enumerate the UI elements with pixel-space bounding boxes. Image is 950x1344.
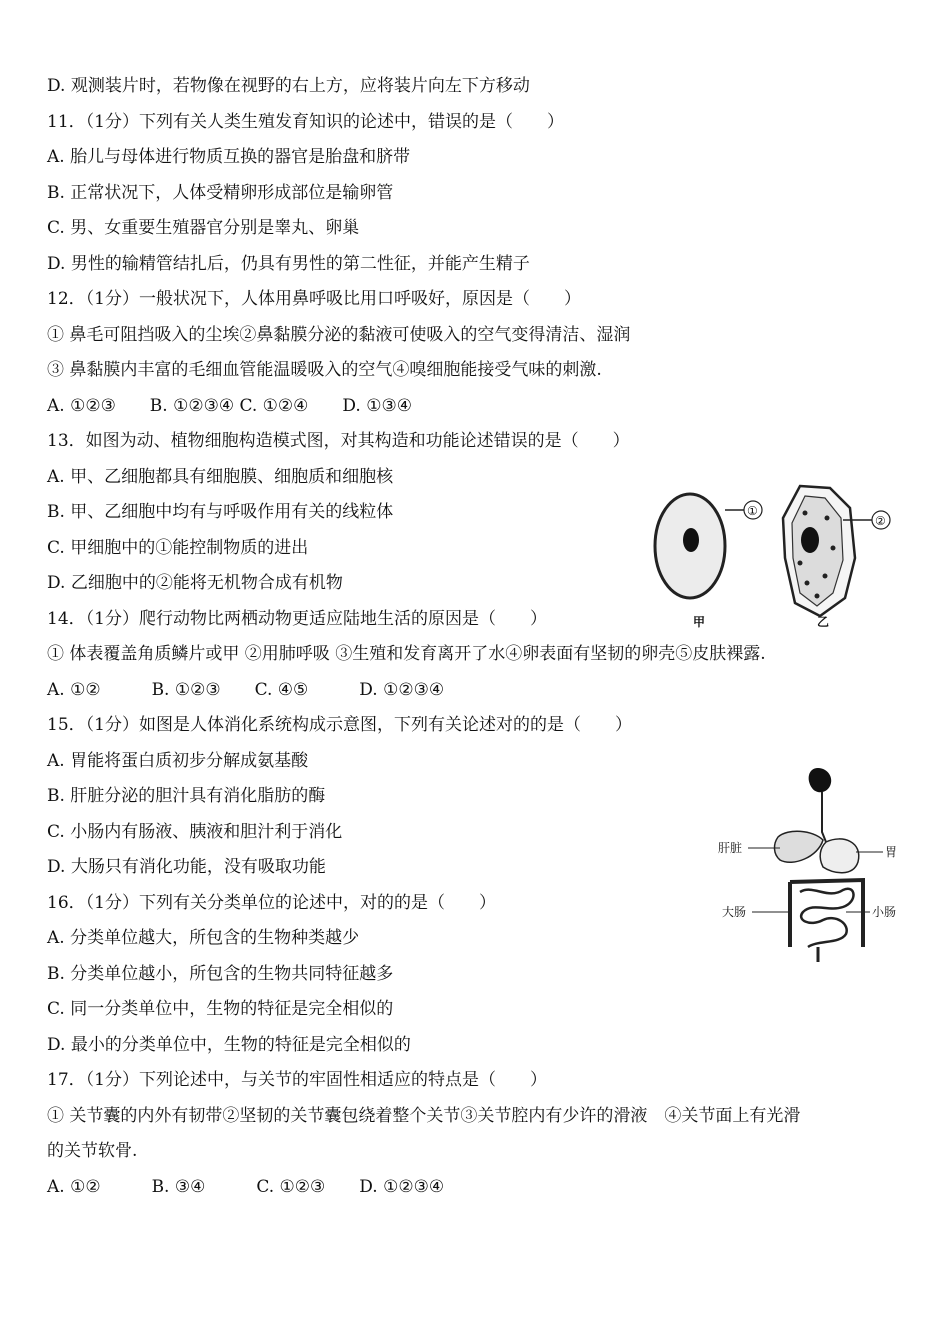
option-line: C. 同一分类单位中，生物的特征是完全相似的 bbox=[47, 999, 394, 1019]
question-14: 14．（1分）爬行动物比两栖动物更适应陆地生活的原因是（ ） bbox=[47, 609, 547, 629]
question-12: 12．（1分）一般状况下，人体用鼻呼吸比用口呼吸好，原因是（ ） bbox=[47, 289, 581, 309]
option-line: D. 乙细胞中的②能将无机物合成有机物 bbox=[47, 573, 343, 593]
plant-nucleus bbox=[801, 527, 819, 553]
liver-shape bbox=[774, 831, 823, 862]
label-1: ① bbox=[747, 504, 758, 518]
head-silhouette bbox=[809, 768, 832, 792]
text-line: 的关节软骨. bbox=[47, 1141, 138, 1161]
label-stomach: 胃 bbox=[885, 845, 898, 859]
question-16: 16．（1分）下列有关分类单位的论述中，对的的是（ ） bbox=[47, 893, 496, 913]
option-line: D. 男性的输精管结扎后，仍具有男性的第二性征，并能产生精子 bbox=[47, 254, 530, 274]
text-line: ① 关节囊的内外有韧带②坚韧的关节囊包绕着整个关节③关节腔内有少许的滑液 ④关节面上有光滑 bbox=[47, 1106, 801, 1126]
option-line: D. 最小的分类单位中，生物的特征是完全相似的 bbox=[47, 1035, 411, 1055]
caption-jia: 甲 bbox=[693, 615, 706, 629]
option-line: D. 大肠只有消化功能，没有吸取功能 bbox=[47, 857, 326, 877]
text-line: D. 观测装片时，若物像在视野的右上方，应将装片向左下方移动 bbox=[47, 76, 530, 96]
option-line: A. 甲、乙细胞都具有细胞膜、细胞质和细胞核 bbox=[47, 467, 394, 487]
option-line: C. 男、女重要生殖器官分别是睾丸、卵巢 bbox=[47, 218, 360, 238]
option-line: A. 胎儿与母体进行物质互换的器官是胎盘和脐带 bbox=[47, 147, 411, 167]
question-17: 17．（1分）下列论述中，与关节的牢固性相适应的特点是（ ） bbox=[47, 1070, 547, 1090]
option-line: A. ①② B. ①②③ C. ④⑤ D. ①②③④ bbox=[47, 680, 445, 700]
option-line: C. 甲细胞中的①能控制物质的进出 bbox=[47, 538, 309, 558]
text-line: ① 体表覆盖角质鳞片或甲 ②用肺呼吸 ③生殖和发育离开了水④卵表面有坚韧的卵壳⑤皮肤裸露. bbox=[47, 644, 766, 664]
small-intestine-shape bbox=[800, 889, 854, 947]
option-line: B. 分类单位越小，所包含的生物共同特征越多 bbox=[47, 964, 394, 984]
label-2: ② bbox=[875, 514, 886, 528]
stomach-shape bbox=[820, 839, 859, 873]
question-15: 15．（1分）如图是人体消化系统构成示意图，下列有关论述对的的是（ ） bbox=[47, 715, 632, 735]
text-line: ③ 鼻黏膜内丰富的毛细血管能温暖吸入的空气④嗅细胞能接受气味的刺激. bbox=[47, 360, 602, 380]
label-liver: 肝脏 bbox=[718, 841, 743, 855]
animal-nucleus bbox=[683, 528, 699, 552]
question-11: 11．（1分）下列有关人类生殖发育知识的论述中，错误的是（ ） bbox=[47, 112, 564, 132]
option-line: A. 胃能将蛋白质初步分解成氨基酸 bbox=[47, 751, 309, 771]
option-line: B. 甲、乙细胞中均有与呼吸作用有关的线粒体 bbox=[47, 502, 394, 522]
digestive-diagram bbox=[718, 762, 908, 972]
option-line: C. 小肠内有肠液、胰液和胆汁利于消化 bbox=[47, 822, 343, 842]
question-13: 13．如图为动、植物细胞构造模式图，对其构造和功能论述错误的是（ ） bbox=[47, 431, 630, 451]
cell-diagram bbox=[645, 478, 910, 638]
text-line: ① 鼻毛可阻挡吸入的尘埃②鼻黏膜分泌的黏液可使吸入的空气变得清洁、湿润 bbox=[47, 325, 631, 345]
option-line: A. ①②③ B. ①②③④ C. ①②④ D. ①③④ bbox=[47, 396, 412, 416]
option-line: B. 正常状况下，人体受精卵形成部位是输卵管 bbox=[47, 183, 394, 203]
label-large-intestine: 大肠 bbox=[722, 905, 747, 919]
caption-yi: 乙 bbox=[817, 615, 830, 629]
option-line: B. 肝脏分泌的胆汁具有消化脂肪的酶 bbox=[47, 786, 326, 806]
option-line: A. 分类单位越大，所包含的生物种类越少 bbox=[47, 928, 360, 948]
option-line: A. ①② B. ③④ C. ①②③ D. ①②③④ bbox=[47, 1177, 445, 1197]
label-small-intestine: 小肠 bbox=[872, 905, 897, 919]
